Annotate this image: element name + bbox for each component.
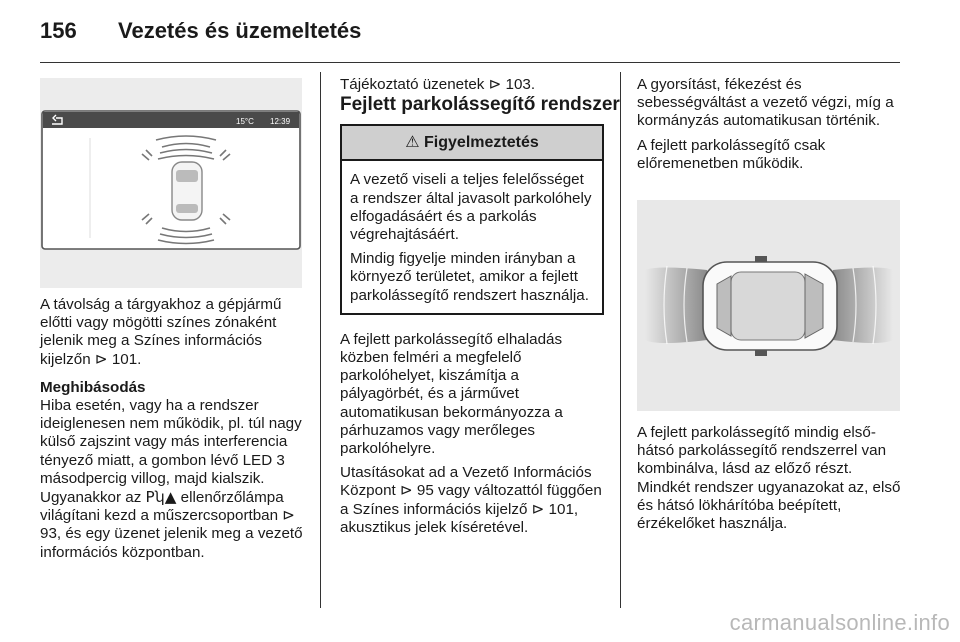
warning-body	[342, 161, 602, 312]
warning-text-1: A vezető viseli a teljes felelősséget a rendszer által javasolt parkolóhely elfogadásáért és a parkolás végrehajtásáért.	[350, 171, 592, 244]
paragraph-malfunction: Hiba esetén, vagy ha a rendszer ideiglenesen nem működik, pl. túl nagy külső zajszint vagy más interferencia tényező miatt, a gombon lévő LED 3 másodpercig villog, majd kialszik. Ugyanakkor az Pʮ▲ ellenőrzőlámpa világítani kezd a műszercsoportban ⊳ 93, és egy üzenet jelenik meg a vezető információs központban.	[40, 397, 303, 561]
warning-triangle-icon: ⚠	[405, 134, 420, 152]
rear-sensor-zone	[645, 268, 707, 344]
car-top-view-icon	[703, 256, 837, 356]
car-top-view-icon	[172, 162, 202, 220]
paragraph-driver-control: A gyorsítást, fékezést és sebességváltást a vezető végzi, míg a kormányzás automatikusan történik.	[637, 76, 894, 130]
page-number: 156	[40, 18, 77, 43]
warning-box	[340, 124, 604, 315]
paragraph-combined-system: A fejlett parkolássegítő mindig első-hátsó parkolássegítő rendszerrel van kombinálva, lásd az előző részt. Mindkét rendszer ugyanazokat az, első és hátsó lökhárítóba beépített, érzékelőket használja.	[637, 424, 901, 533]
parking-display-illustration	[40, 78, 302, 288]
display-temperature: 15°C	[236, 117, 254, 126]
column-divider-1	[320, 72, 321, 608]
header-rule	[40, 62, 900, 63]
warning-title: Figyelmeztetés	[424, 134, 539, 152]
column-1	[40, 296, 308, 562]
paragraph-advanced-1: A fejlett parkolássegítő elhaladás közben felméri a megfelelő parkolóhelyet, kiszámítja a pályagörbét, és a járművet automatikusan bekormányozza a párhuzamos vagy merőleges parkolóhelyre.	[340, 330, 563, 458]
parking-assist-warning-icon: Pʮ▲	[145, 488, 177, 507]
paragraph-forward-only: A fejlett parkolássegítő csak előremenetben működik.	[637, 136, 826, 172]
column-2	[340, 76, 620, 537]
paragraph-distance: A távolság a tárgyakhoz a gépjármű előtti vagy mögötti színes zónaként jelenik meg a Színes információs kijelzőn ⊳ 101.	[40, 296, 282, 368]
car-sensors-figure	[637, 200, 900, 411]
heading-malfunction: Meghibásodás	[40, 378, 146, 396]
column-3	[637, 76, 901, 173]
front-sensor-zone	[833, 268, 893, 344]
warning-header	[342, 126, 602, 161]
parking-display-figure	[40, 78, 302, 288]
paragraph-advanced-2: Utasításokat ad a Vezető Információs Központ ⊳ 95 vagy változattól függően a Színes információs kijelző ⊳ 101, akusztikus jelek kíséretével.	[340, 464, 602, 536]
column-3-bottom	[637, 424, 901, 533]
column-divider-2	[620, 72, 621, 608]
watermark: carmanualsonline.info	[729, 610, 950, 635]
car-sensors-illustration	[637, 200, 900, 411]
page-title: Vezetés és üzemeltetés	[118, 18, 362, 43]
heading-advanced-parking: Fejlett parkolássegítő rendszer	[340, 94, 620, 116]
display-time: 12:39	[270, 117, 291, 126]
paragraph-info-messages: Tájékoztató üzenetek ⊳ 103.	[340, 76, 536, 93]
warning-text-2: Mindig figyelje minden irányban a környező területet, amikor a fejlett parkolássegítő rendszert használja.	[350, 250, 589, 304]
